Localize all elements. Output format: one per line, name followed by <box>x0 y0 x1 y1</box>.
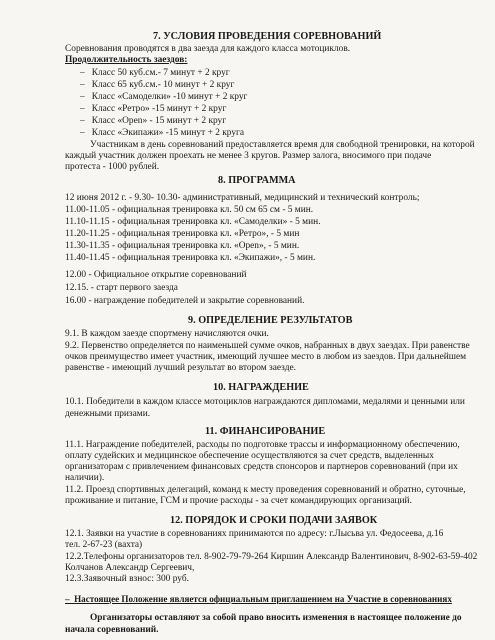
list-item: – Класс «Open» - 15 минут + 2 круг <box>80 116 227 126</box>
list-item: – Класс «Ретро» -15 минут + 2 круг <box>80 104 227 114</box>
section-10-heading: 10. НАГРАЖДЕНИЕ <box>213 382 309 393</box>
program-line: 12 июня 2012 г. - 9.30- 10.30- административный, медицинский и технический контроль; <box>65 193 420 203</box>
list-item: – Класс 50 куб.см.- 7 минут + 2 круг <box>80 68 230 78</box>
program-line: 12.15. - старт первого заезда <box>65 283 178 293</box>
section-9-p1: 9.1. В каждом заезде спортмену начисляются очки. <box>65 329 269 339</box>
list-item: – Класс 65 куб.см.- 10 минут + 2 круг <box>80 80 235 90</box>
program-line: 11.00-11.05 - официальная тренировка кл. 50 см 65 см - 5 мин. <box>65 205 314 215</box>
section-12-line: 12.2.Телефоны организаторов тел. 8-902-79-79-264 Киршин Александр Валентинович, 8-902-63-59-402 <box>65 552 478 562</box>
organizers-rights-line: начала соревнований. <box>65 625 159 635</box>
program-line: 16.00 - награждение победителей и закрытие соревнований. <box>65 296 305 306</box>
section-11-line: проживание и питание, ГСМ и прочие расходы - за счет командирующих организаций. <box>65 496 412 506</box>
section-11-line: оплату судейских и медицинское обеспечение осуществляются за счет средств, выделенных <box>65 451 434 461</box>
program-line: 11.30-11.35 - официальная тренировка кл. «Open», - 5 мин. <box>65 241 300 251</box>
list-item: – Класс «Экипажи» -15 минут + 2 круга <box>80 128 245 138</box>
duration-label: Продолжительность заездов: <box>65 55 188 65</box>
section-7-heading: 7. УСЛОВИЯ ПРОВЕДЕНИЯ СОРЕВНОВАНИЙ <box>153 31 382 42</box>
section-9-heading: 9. ОПРЕДЕЛЕНИЕ РЕЗУЛЬТАТОВ <box>188 315 353 326</box>
section-12-line: 12.3.Заявочный взнос: 300 руб. <box>65 574 189 584</box>
section-10-line: 10.1. Победители в каждом классе мотоциклов награждаются дипломами, медалями и ценными или <box>65 397 465 407</box>
list-item: – Класс «Самоделки» -10 минут + 2 круг <box>80 92 248 102</box>
official-invitation-note: – Настоящее Положение является официальным приглашением на Участие в соревнованиях <box>65 594 452 604</box>
section-10-line: денежными призами. <box>65 409 151 419</box>
section-7-paragraph-line: Участникам в день соревнований предоставляется время для свободной тренировки, на которой <box>90 140 475 150</box>
section-11-line: 11.2. Проезд спортивных делегаций, команд к месту проведения соревнований и обратно, суточные, <box>65 485 466 495</box>
section-12-heading: 12. ПОРЯДОК И СРОКИ ПОДАЧИ ЗАЯВОК <box>170 515 378 526</box>
section-12-line: тел. 2-67-23 (вахта) <box>65 540 143 550</box>
program-line: 12.00 - Официальное открытие соревнований <box>65 270 247 280</box>
section-8-heading: 8. ПРОГРАММА <box>218 175 296 186</box>
section-12-line: 12.1. Заявки на участие в соревнованиях принимаются по адресу: г.Лысьва ул. Федосеева, д.16 <box>65 529 444 539</box>
section-11-line: организаторам с привлечением финансовых средств спонсоров и партнеров соревнований (при их <box>65 462 458 472</box>
section-9-p2-line: очков преимущество имеет участник, имеющий лучшее место в любом из заездов. При дальнейшем <box>65 352 467 362</box>
program-line: 11.40-11.45 - официальная тренировка кл. «Экипажи», - 5 мин. <box>65 253 316 263</box>
section-11-line: 11.1. Награждение победителей, расходы по подготовке трассы и информационному обеспечению, <box>65 440 460 450</box>
section-7-intro: Соревнования проводятся в два заезда для каждого класса мотоциклов. <box>65 44 351 54</box>
section-7-paragraph-line: протеста - 1000 рублей. <box>65 162 160 172</box>
program-line: 11.20-11.25 - официальная тренировка кл. «Ретро», - 5 мин <box>65 229 300 239</box>
section-12-line: Колчанов Александр Сергеевич, <box>65 563 195 573</box>
section-9-p2-line: равенстве - имеющий лучший результат во втором заезде. <box>65 363 296 373</box>
program-line: 11.10-11.15 - официальная тренировка кл. «Самоделки» - 5 мин. <box>65 217 321 227</box>
section-11-heading: 11. ФИНАНСИРОВАНИЕ <box>205 426 326 437</box>
section-11-line: наличии). <box>65 473 105 483</box>
section-9-p2-line: 9.2. Первенство определяется по наименьшей сумме очков, набранных в двух заездах. При равенстве <box>65 341 470 351</box>
section-7-paragraph-line: каждый участник должен проехать не менее 3 кругов. Размер залога, вносимого при подаче <box>65 151 432 161</box>
organizers-rights-line: Организаторы оставляют за собой право вносить изменения в настоящее положение до <box>90 613 462 623</box>
